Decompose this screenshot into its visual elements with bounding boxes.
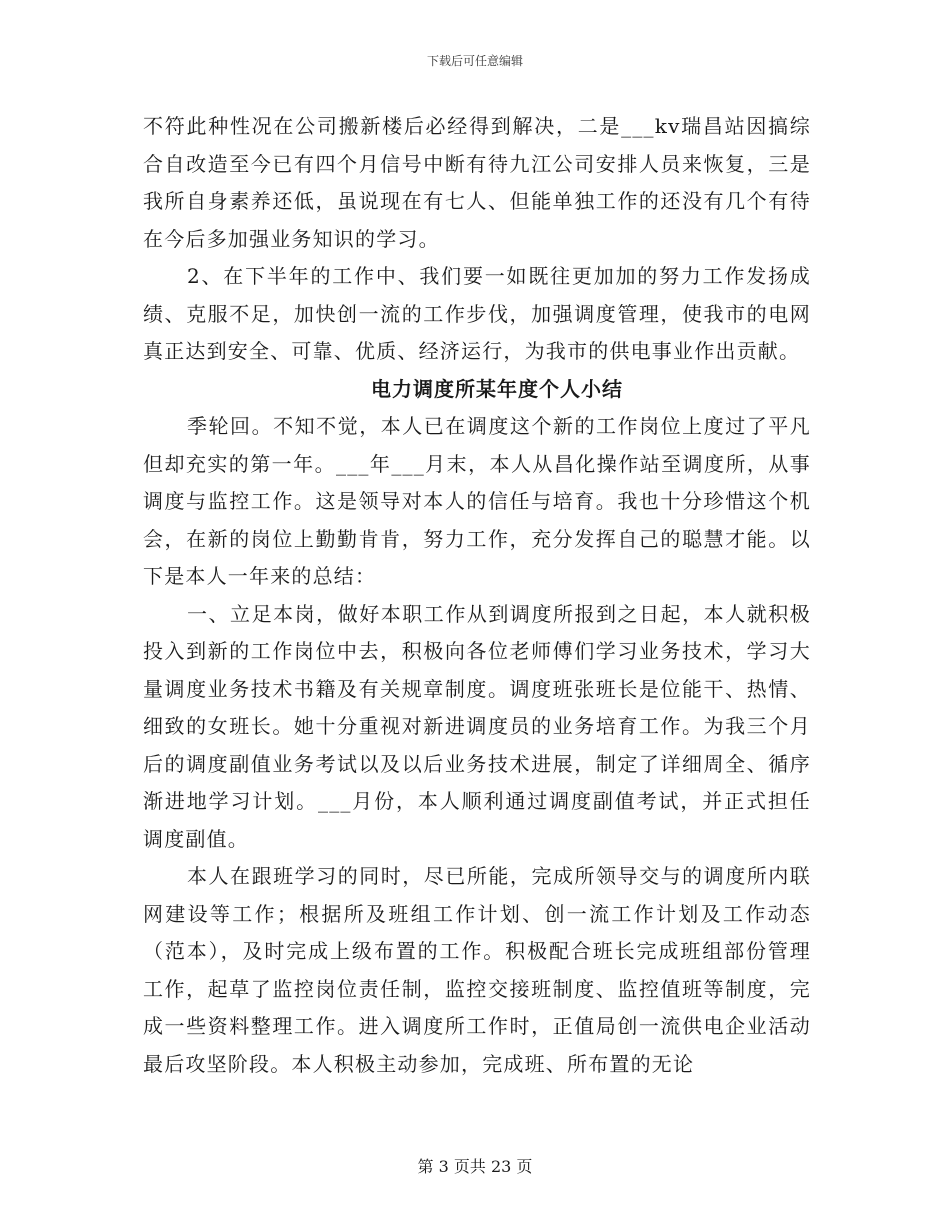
paragraph-5: 本人在跟班学习的同时，尽已所能，完成所领导交与的调度所内联网建设等工作；根据所及班组工作计划、创一流工作计划及工作动态（范本），及时完成上级布置的工作。积极配合班长完成班组部份管理工作，起草了监控岗位责任制，监控交接班制度、监控值班等制度，完成一些资料整理工作。进入调度所工作时，正值局创一流供电企业活动最后攻坚阶段。本人积极主动参加，完成班、所布置的无论 bbox=[143, 864, 811, 1076]
page-number: 第 3 页共 23 页 bbox=[417, 1157, 533, 1176]
paragraph-2: 2、在下半年的工作中、我们要一如既往更加加的努力工作发扬成绩、克服不足，加快创一流的工作步伐，加强调度管理，使我市的电网真正达到安全、可靠、优质、经济运行，为我市的供电事业作出贡献。 bbox=[143, 264, 811, 363]
page-header-note: 下载后可任意编辑 bbox=[426, 54, 523, 68]
section-title: 电力调度所某年度个人小结 bbox=[371, 376, 623, 401]
paragraph-4: 一、立足本岗，做好本职工作从到调度所报到之日起，本人就积极投入到新的工作岗位中去，积极向各位老师傅们学习业务技术，学习大量调度业务技术书籍及有关规章制度。调度班张班长是位能干、热情、细致的女班长。她十分重视对新进调度员的业务培育工作。为我三个月后的调度副值业务考试以及以后业务技术进展，制定了详细周全、循序渐进地学习计划。___月份，本人顺利通过调度副值考试，并正式担任调度副值。 bbox=[143, 601, 811, 851]
document-body bbox=[143, 108, 811, 1083]
paragraph-3: 季轮回。不知不觉，本人已在调度这个新的工作岗位上度过了平凡但却充实的第一年。___年___月末，本人从昌化操作站至调度所，从事调度与监控工作。这是领导对本人的信任与培育。我也十分珍惜这个机会，在新的岗位上勤勤肯肯，努力工作，充分发挥自己的聪慧才能。以下是本人一年来的总结： bbox=[143, 414, 811, 588]
paragraph-1: 不符此种性况在公司搬新楼后必经得到解决，二是___kv瑞昌站因搞综合自改造至今已有四个月信号中断有待九江公司安排人员来恢复，三是我所自身素养还低，虽说现在有七人、但能单独工作的还没有几个有待在今后多加强业务知识的学习。 bbox=[143, 114, 811, 251]
